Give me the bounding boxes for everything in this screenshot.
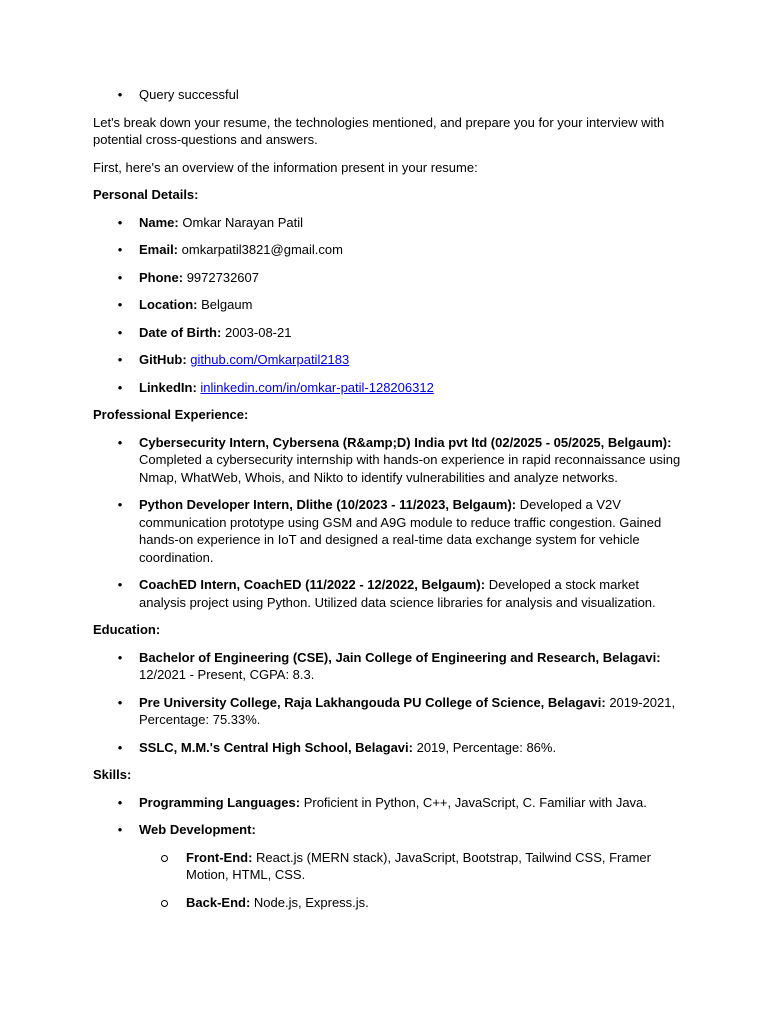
bullet-icon: • <box>117 269 123 285</box>
dob-value: 2003-08-21 <box>224 324 292 340</box>
linkedin-link[interactable]: inlinkedin.com/in/omkar-patil-128206312 <box>200 379 434 395</box>
document-body <box>93 86 683 921</box>
github-link[interactable]: github.com/Omkarpatil2183 <box>190 352 350 367</box>
education-text: 2019-2021, Percentage: 75.33%. <box>139 694 676 727</box>
experience-title: Cybersecurity Intern, Cybersena (R&amp;D) India pvt ltd (02/2025 - 05/2025, Belgaum): <box>139 434 672 450</box>
bullet-icon: • <box>117 497 123 512</box>
intro-paragraph: Let's break down your resume, the technologies mentioned, and prepare you for your interview with potential cross-questions and answers. <box>93 114 665 147</box>
bullet-icon: • <box>117 352 123 367</box>
skill-subtitle: Back-End: <box>186 894 251 910</box>
education-item <box>93 694 683 729</box>
experience-title: Python Developer Intern, Dlithe (10/2023 - 11/2023, Belgaum): <box>139 497 517 512</box>
education-item <box>93 649 683 684</box>
bullet-icon: • <box>117 379 123 395</box>
personal-details-list <box>93 214 683 397</box>
education-title: Pre University College, Raja Lakhangouda PU College of Science, Belagavi: <box>139 694 606 710</box>
experience-heading: Professional Experience: <box>93 407 249 422</box>
bullet-icon: • <box>117 577 123 592</box>
email-item <box>93 241 683 259</box>
education-item <box>93 739 683 757</box>
skill-subtitle: Front-End: <box>186 849 253 865</box>
webdev-sublist <box>139 849 683 912</box>
github-item <box>93 351 683 369</box>
linkedin-label: LinkedIn: <box>139 379 197 395</box>
status-list <box>93 86 683 104</box>
bullet-icon: • <box>117 324 123 340</box>
bullet-icon: • <box>117 87 123 102</box>
dob-label: Date of Birth: <box>139 324 222 340</box>
bullet-icon: • <box>117 649 123 665</box>
phone-item <box>93 269 683 287</box>
name-value: Omkar Narayan Patil <box>182 214 304 230</box>
hollow-bullet-icon <box>161 900 168 907</box>
skill-subitem-frontend <box>139 849 683 884</box>
skills-list <box>93 794 683 912</box>
linkedin-item <box>93 379 683 397</box>
bullet-icon: • <box>117 242 123 257</box>
bullet-icon: • <box>117 739 123 755</box>
status-item <box>93 86 683 104</box>
bullet-icon: • <box>117 694 123 710</box>
location-label: Location: <box>139 297 198 312</box>
email-value: omkarpatil3821@gmail.com <box>181 242 343 257</box>
overview-paragraph: First, here's an overview of the information present in your resume: <box>93 159 478 175</box>
email-label: Email: <box>139 242 179 257</box>
location-item <box>93 296 683 314</box>
skills-heading: Skills: <box>93 767 132 782</box>
github-label: GitHub: <box>139 352 187 367</box>
education-list <box>93 649 683 757</box>
personal-details-heading: Personal Details: <box>93 187 199 202</box>
bullet-icon: • <box>117 297 123 312</box>
experience-text: Developed a stock market analysis project using Python. Utilized data science libraries for analysis and visualization. <box>139 577 656 610</box>
skill-subtext: React.js (MERN stack), JavaScript, Bootstrap, Tailwind CSS, Framer Motion, HTML, CSS. <box>186 849 651 882</box>
skill-text: Proficient in Python, C++, JavaScript, C. Familiar with Java. <box>303 794 647 810</box>
experience-item <box>93 576 683 611</box>
experience-item <box>93 434 683 487</box>
name-label: Name: <box>139 214 179 230</box>
location-value: Belgaum <box>201 297 253 312</box>
skill-subitem-backend <box>139 894 683 912</box>
phone-label: Phone: <box>139 269 184 285</box>
bullet-icon: • <box>117 214 123 230</box>
skill-title: Programming Languages: <box>139 794 301 810</box>
bullet-icon: • <box>117 794 123 810</box>
education-text: 2019, Percentage: 86%. <box>416 739 557 755</box>
bullet-icon: • <box>117 822 123 837</box>
education-title: SSLC, M.M.'s Central High School, Belagavi: <box>139 739 413 755</box>
education-title: Bachelor of Engineering (CSE), Jain College of Engineering and Research, Belagavi: <box>139 649 661 665</box>
experience-title: CoachED Intern, CoachED (11/2022 - 12/2022, Belgaum): <box>139 577 486 592</box>
skill-subtext: Node.js, Express.js. <box>253 894 369 910</box>
dob-item <box>93 324 683 342</box>
bullet-icon: • <box>117 434 123 450</box>
education-text: 12/2021 - Present, CGPA: 8.3. <box>139 667 315 682</box>
skill-item-languages <box>93 794 683 812</box>
name-item <box>93 214 683 232</box>
skill-title: Web Development: <box>139 822 256 837</box>
experience-text: Completed a cybersecurity internship with hands-on experience in rapid reconnaissance using Nmap, WhatWeb, Whois, and Nikto to identify vulnerabilities and analyze networks. <box>139 452 681 485</box>
education-heading: Education: <box>93 622 161 637</box>
experience-list <box>93 434 683 612</box>
status-text: Query successful <box>139 87 239 102</box>
experience-text: Developed a V2V communication prototype using GSM and A9G module to reduce traffic congestion. Gained hands-on experience in IoT and designed a real-time data exchange system for vehicle coordination. <box>139 497 662 565</box>
hollow-bullet-icon <box>161 855 168 862</box>
skill-item-webdev <box>93 821 683 911</box>
phone-value: 9972732607 <box>186 269 259 285</box>
experience-item <box>93 496 683 566</box>
